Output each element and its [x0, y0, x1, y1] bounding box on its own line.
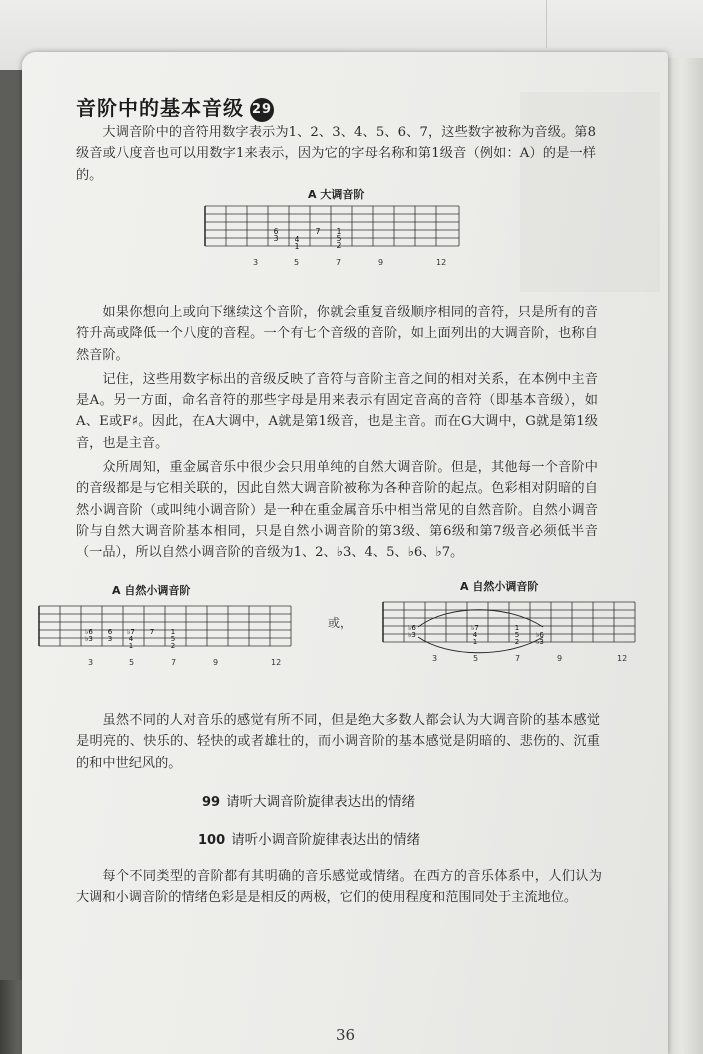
fret-number: 9 [557, 654, 563, 663]
exercise-title: 请听小调音阶旋律表达出的情绪 [231, 832, 421, 848]
scale-note: 6 [107, 628, 113, 636]
fret-number: 9 [213, 658, 219, 667]
scale-note: 2 [514, 638, 520, 646]
page-title [76, 92, 274, 122]
minor-scale-fretboard-right [378, 596, 640, 656]
exercise-title: 请听大调音阶旋律表达出的情绪 [226, 794, 416, 810]
fret-number: 7 [515, 654, 521, 663]
fret-number: 12 [271, 658, 282, 667]
scale-note: 5 [336, 234, 342, 243]
page-number: 36 [336, 1026, 356, 1044]
book-edge [0, 980, 22, 1054]
exercise-number: 99 [202, 795, 221, 810]
book-spine [668, 58, 703, 1054]
scale-note: ♭7 [127, 628, 135, 636]
minor-scale-caption-right: A 自然小调音阶 [460, 580, 539, 593]
scale-note: 4 [294, 235, 300, 244]
scale-note: 1 [294, 242, 300, 251]
scale-note: 1 [128, 642, 134, 650]
scale-note: 6 [273, 227, 279, 236]
fret-number: 3 [88, 658, 94, 667]
page-title-text: 音阶中的基本音级 [76, 96, 244, 120]
scale-note: 5 [170, 635, 176, 643]
scale-note: 3 [107, 635, 113, 643]
scale-note: 1 [336, 227, 342, 236]
closing-block [76, 866, 602, 909]
exercise-99 [202, 790, 415, 810]
scale-note: 5 [514, 631, 520, 639]
scale-note: ♭6 [536, 631, 544, 639]
fret-number: 3 [432, 654, 438, 663]
fret-number: 5 [294, 258, 300, 267]
body-text [76, 302, 598, 564]
fret-number: 12 [436, 258, 447, 267]
scale-note: ♭7 [471, 624, 479, 632]
paragraph-octave: 如果你想向上或向下继续这个音阶，你就会重复音级顺序相同的音符，只是所有的音符升高或降低一个八度的音程。一个有七个音级的音阶，如上面列出的大调音阶，也称自然音阶。 [76, 305, 598, 363]
scale-note: 1 [514, 624, 520, 632]
scale-note: ♭3 [85, 635, 93, 643]
intro-paragraph: 大调音阶中的音符用数字表示为1、2、3、4、5、6、7，这些数字被称为音级。第8级音或八度音也可以用数字1来表示，因为它的字母名称和第1级音（例如：A）的是一样的。 [76, 125, 596, 183]
background-edge [546, 0, 547, 48]
exercise-100 [198, 828, 420, 848]
scale-note: 7 [315, 227, 321, 236]
scale-note: 2 [336, 241, 342, 250]
feeling-block [76, 710, 600, 774]
fret-number: 9 [378, 258, 384, 267]
scale-note: ♭6 [408, 624, 416, 632]
paragraph-emotion: 每个不同类型的音阶都有其明确的音乐感觉或情绪。在西方的音乐体系中，人们认为大调和小调音阶的情绪色彩是是相反的两极，它们的使用程度和范围同处于主流地位。 [76, 869, 602, 906]
major-scale-fretboard [200, 200, 464, 252]
scale-note: 7 [149, 628, 155, 636]
fret-number: 3 [253, 258, 259, 267]
paragraph-feeling: 虽然不同的人对音乐的感觉有所不同，但是绝大多数人都会认为大调音阶的基本感觉是明亮的、快乐的、轻快的或者雄壮的，而小调音阶的基本感觉是阴暗的、悲伤的、沉重的和中世纪风的。 [76, 713, 600, 771]
scale-note: 3 [273, 234, 279, 243]
scale-note: 4 [128, 635, 134, 643]
intro-block [76, 122, 596, 186]
scale-note: ♭3 [408, 631, 416, 639]
section-number-badge: 29 [250, 98, 274, 122]
minor-scale-fretboard-left [34, 600, 296, 652]
minor-scale-caption-left: A 自然小调音阶 [112, 584, 191, 597]
exercise-number: 100 [198, 833, 226, 848]
scale-note: 4 [472, 631, 478, 639]
major-scale-caption: A 大调音阶 [308, 188, 365, 201]
scale-note: 1 [472, 638, 478, 646]
scale-note: 1 [170, 628, 176, 636]
fret-number: 5 [473, 654, 479, 663]
paragraph-minor: 众所周知，重金属音乐中很少会只用单纯的自然大调音阶。但是，其他每一个音阶中的音级都是与它相关联的，因此自然大调音阶被称为各种音阶的起点。色彩相对阴暗的自然小调音阶（或叫纯小调音阶）是一种在重金属音乐中相当常见的自然音阶。自然小调音阶与自然大调音阶基本相同，只是自然小调音阶的第3级、第6级和第7级音必须低半音（一品），所以自然小调音阶的音级为1、2、♭3、4、5、♭6、♭7。 [76, 460, 598, 561]
scale-note: ♭6 [85, 628, 93, 636]
fret-number: 5 [129, 658, 135, 667]
or-label: 或， [328, 616, 353, 630]
scale-note: 2 [170, 642, 176, 650]
fret-number: 7 [336, 258, 342, 267]
paragraph-degrees: 记住，这些用数字标出的音级反映了音符与音阶主音之间的相对关系，在本例中主音是A。另一方面，命名音符的那些字母是用来表示有固定音高的音符（即基本音级），如A、E或F♯。因此，在A大调中，A就是第1级音，也是主音。而在G大调中，G就是第1级音，也是主音。 [76, 371, 598, 451]
fret-number: 7 [171, 658, 177, 667]
scale-note: ♭3 [536, 638, 544, 646]
fret-number: 12 [617, 654, 628, 663]
